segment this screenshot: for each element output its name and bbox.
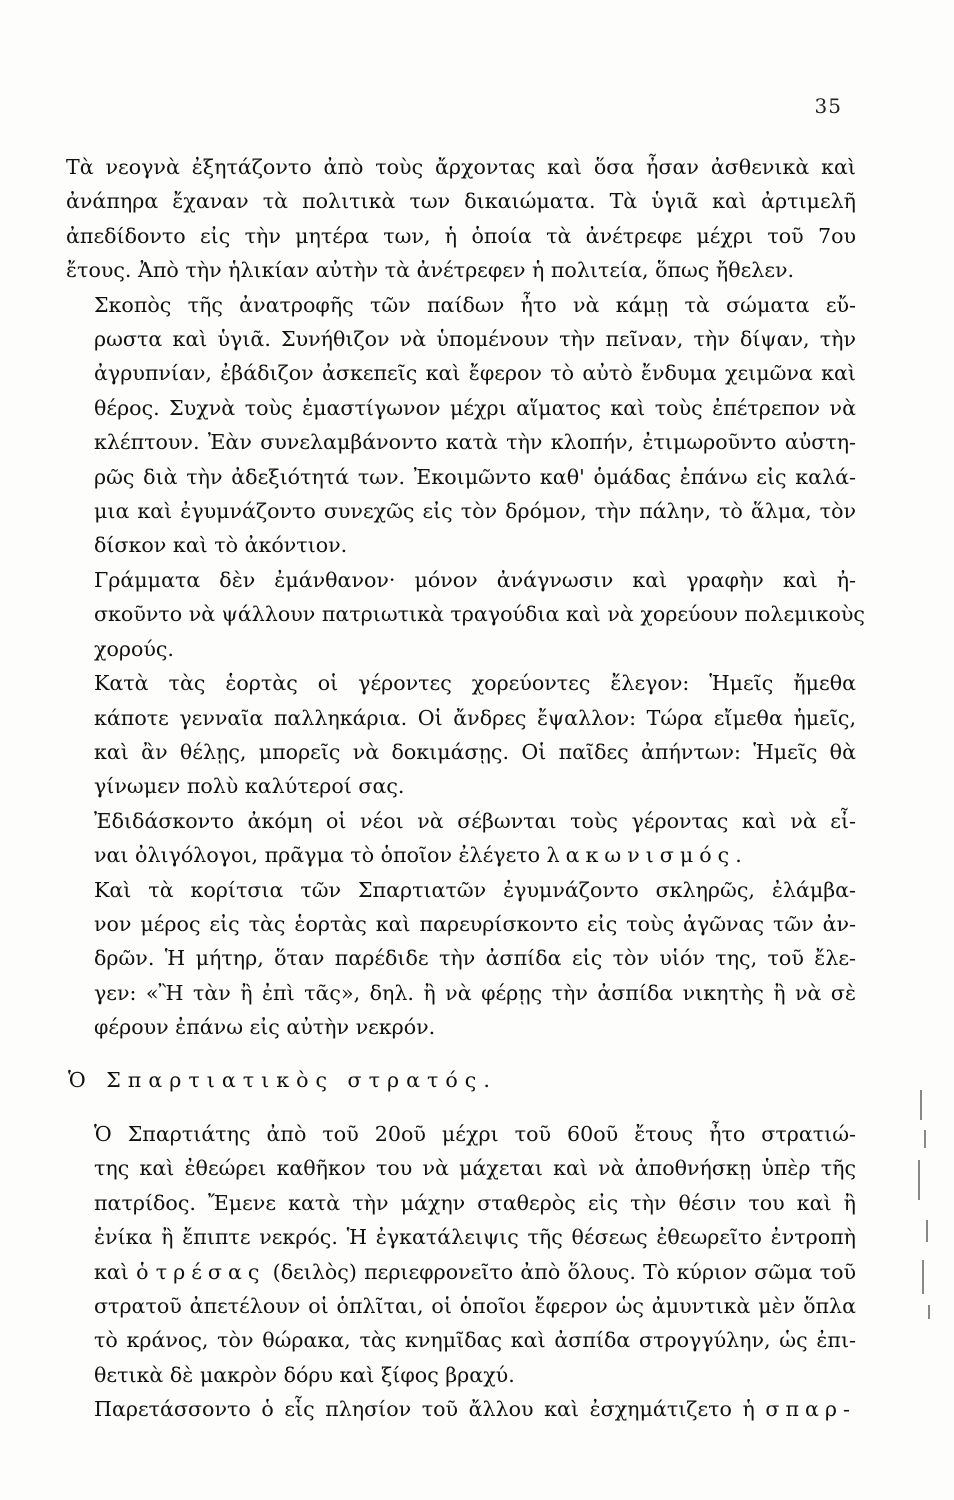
text-line [66, 838, 856, 872]
paragraph-p2 [66, 288, 856, 563]
text-line: γεν: «Ἢ τὰν ἢ ἐπὶ τᾶς», δηλ. ἢ νὰ φέρῃς τὴν ἀσπίδα νικητὴς ἢ νὰ σὲ [94, 980, 856, 1005]
emphasized-term: σπαρ- [765, 1397, 856, 1422]
text-line: μια καὶ ἐγυμνάζοντο συνεχῶς εἰς τὸν δρόμον, τὴν πάλην, τὸ ἅλμα, τὸν [94, 499, 856, 524]
text-line: φέρουν ἐπάνω εἰς αὐτὴν νεκρόν. [94, 1015, 436, 1040]
text-line: τὸ κράνος, τὸν θώρακα, τὰς κνημῖδας καὶ ἀσπίδα στρογγύλην, ὡς ἐπι- [94, 1328, 856, 1353]
text-line: δίσκον καὶ τὸ ἀκόντιον. [94, 533, 348, 558]
text-fragment: ναι ὀλιγόλογοι, πρᾶγμα τὸ ὁποῖον ἐλέγετο [94, 843, 547, 868]
text-line: καὶ ἂν θέλῃς, μπορεῖς νὰ δοκιμάσῃς. Οἱ παῖδες ἀπήντων: Ἡμεῖς θὰ [94, 739, 856, 764]
paragraph-army [66, 1117, 856, 1392]
paragraph-p4 [66, 666, 856, 804]
page-number: 35 [814, 94, 842, 118]
top-paragraphs [66, 150, 865, 804]
text-line [66, 1392, 856, 1426]
text-line: Σκοπὸς τῆς ἀνατροφῆς τῶν παίδων ἦτο νὰ κάμῃ τὰ σώματα εὔ- [94, 292, 856, 317]
text-line: θετικὰ δὲ μακρὸν δόρυ καὶ ξίφος βραχύ. [94, 1362, 515, 1387]
text-line: σκοῦντο νὰ ψάλλουν πατριωτικὰ τραγούδια καὶ νὰ χορεύουν πολεμικοὺς [94, 602, 865, 627]
text-line: κλέπτουν. Ἐὰν συνελαμβάνοντο κατὰ τὴν κλοπήν, ἐτιμωροῦντο αὐστη- [94, 430, 856, 455]
text-line: νον μέρος εἰς τὰς ἑορτὰς καὶ παρευρίσκοντο εἰς τοὺς ἀγῶνας τῶν ἀν- [94, 911, 856, 936]
margin-scan-marks [916, 1090, 936, 1330]
text-line: ἐνίκα ἢ ἔπιπτε νεκρός. Ἡ ἐγκατάλειψις τῆς θέσεως ἐθεωρεῖτο ἐντροπὴ [94, 1225, 856, 1250]
paragraph-girls [66, 873, 856, 1045]
text-line: θέρος. Συχνὰ τοὺς ἐμαστίγωνον μέχρι αἵματος καὶ τοὺς ἐπέτρεπον νὰ [94, 395, 856, 420]
text-line: Γράμματα δὲν ἐμάνθανον· μόνον ἀνάγνωσιν καὶ γραφὴν καὶ ἠ- [94, 567, 856, 592]
text-line: στρατοῦ ἀπετέλουν οἱ ὁπλῖται, οἱ ὁποῖοι ἔφερον ὡς ἀμυντικὰ μὲν ὅπλα [94, 1294, 856, 1318]
text-line: της καὶ ἐθεώρει καθῆκον του νὰ μάχεται καὶ νὰ ἀποθνήσκῃ ὑπὲρ τῆς [94, 1156, 856, 1181]
text-fragment: (δειλὸς) περιεφρονεῖτο ἀπὸ ὅλους. Τὸ κύριον σῶμα τοῦ [265, 1259, 856, 1284]
emphasized-term: λακωνισμός [546, 843, 736, 868]
paragraph-p3 [66, 563, 865, 666]
section-heading: Ὁ Σπαρτιατικὸς στρατός. [68, 1067, 497, 1092]
text-line: γίνωμεν πολὺ καλύτεροί σας. [94, 774, 405, 799]
text-line: πατρίδος. Ἔμενε κατὰ τὴν μάχην σταθερὸς εἰς τὴν θέσιν του καὶ ἢ [94, 1190, 856, 1215]
text-fragment: . [735, 843, 742, 868]
paragraph-p1 [66, 150, 856, 288]
text-line: ἀπεδίδοντο εἰς τὴν μητέρα των, ἡ ὁποία τὰ ἀνέτρεφε μέχρι τοῦ 7ου [66, 223, 856, 248]
text-line: Τὰ νεογνὰ ἐξητάζοντο ἀπὸ τοὺς ἄρχοντας καὶ ὅσα ἦσαν ἀσθενικὰ καὶ [66, 155, 856, 179]
text-line: ρῶς διὰ τὴν ἀδεξιότητά των. Ἐκοιμῶντο καθ' ὁμάδας ἐπάνω εἰς καλά- [94, 464, 856, 489]
text-line: δρῶν. Ἡ μήτηρ, ὅταν παρέδιδε τὴν ἀσπίδα εἰς τὸν υἱόν της, τοῦ ἔλε- [94, 946, 856, 971]
paragraph-last [66, 1392, 856, 1426]
text-line: Καὶ τὰ κορίτσια τῶν Σπαρτιατῶν ἐγυμνάζοντο σκληρῶς, ἐλάμβα- [94, 877, 856, 902]
text-line: ἔτους. Ἀπὸ τὴν ἡλικίαν αὐτὴν τὰ ἀνέτρεφεν ἡ πολιτεία, ὅπως ἤθελεν. [66, 258, 795, 283]
text-line: Ἐδιδάσκοντο ἀκόμη οἱ νέοι νὰ σέβωνται τοὺς γέροντας καὶ νὰ εἶ- [94, 808, 856, 833]
text-line: Κατὰ τὰς ἑορτὰς οἱ γέροντες χορεύοντες ἔλεγον: Ἡμεῖς ἤμεθα [94, 671, 856, 696]
text-line: Ὁ Σπαρτιάτης ἀπὸ τοῦ 20οῦ μέχρι τοῦ 60οῦ ἔτους ἦτο στρατιώ- [94, 1121, 856, 1146]
text-line: ἀγρυπνίαν, ἐβάδιζον ἀσκεπεῖς καὶ ἔφερον τὸ αὐτὸ ἔνδυμα χειμῶνα καὶ [94, 361, 856, 386]
text-line: ρωστα καὶ ὑγιᾶ. Συνήθιζον νὰ ὑπομένουν τὴν πεῖναν, τὴν δίψαν, τὴν [94, 327, 856, 352]
emphasized-term: τρέσας [155, 1259, 266, 1284]
body-text [66, 150, 865, 1427]
paragraph-lakonismos [66, 804, 856, 873]
text-line: κάποτε γενναῖα παλληκάρια. Οἱ ἄνδρες ἔψαλλον: Τώρα εἴμεθα ἡμεῖς, [94, 705, 856, 730]
text-fragment: καὶ ὁ [94, 1259, 156, 1284]
text-line: χορούς. [94, 636, 174, 661]
text-line [66, 1255, 856, 1289]
text-line: ἀνάπηρα ἔχαναν τὰ πολιτικὰ των δικαιώματα. Τὰ ὑγιᾶ καὶ ἀρτιμελῆ [66, 189, 856, 214]
text-fragment: Παρετάσσοντο ὁ εἷς πλησίον τοῦ ἄλλου καὶ ἐσχημάτιζετο ἡ [94, 1397, 766, 1422]
